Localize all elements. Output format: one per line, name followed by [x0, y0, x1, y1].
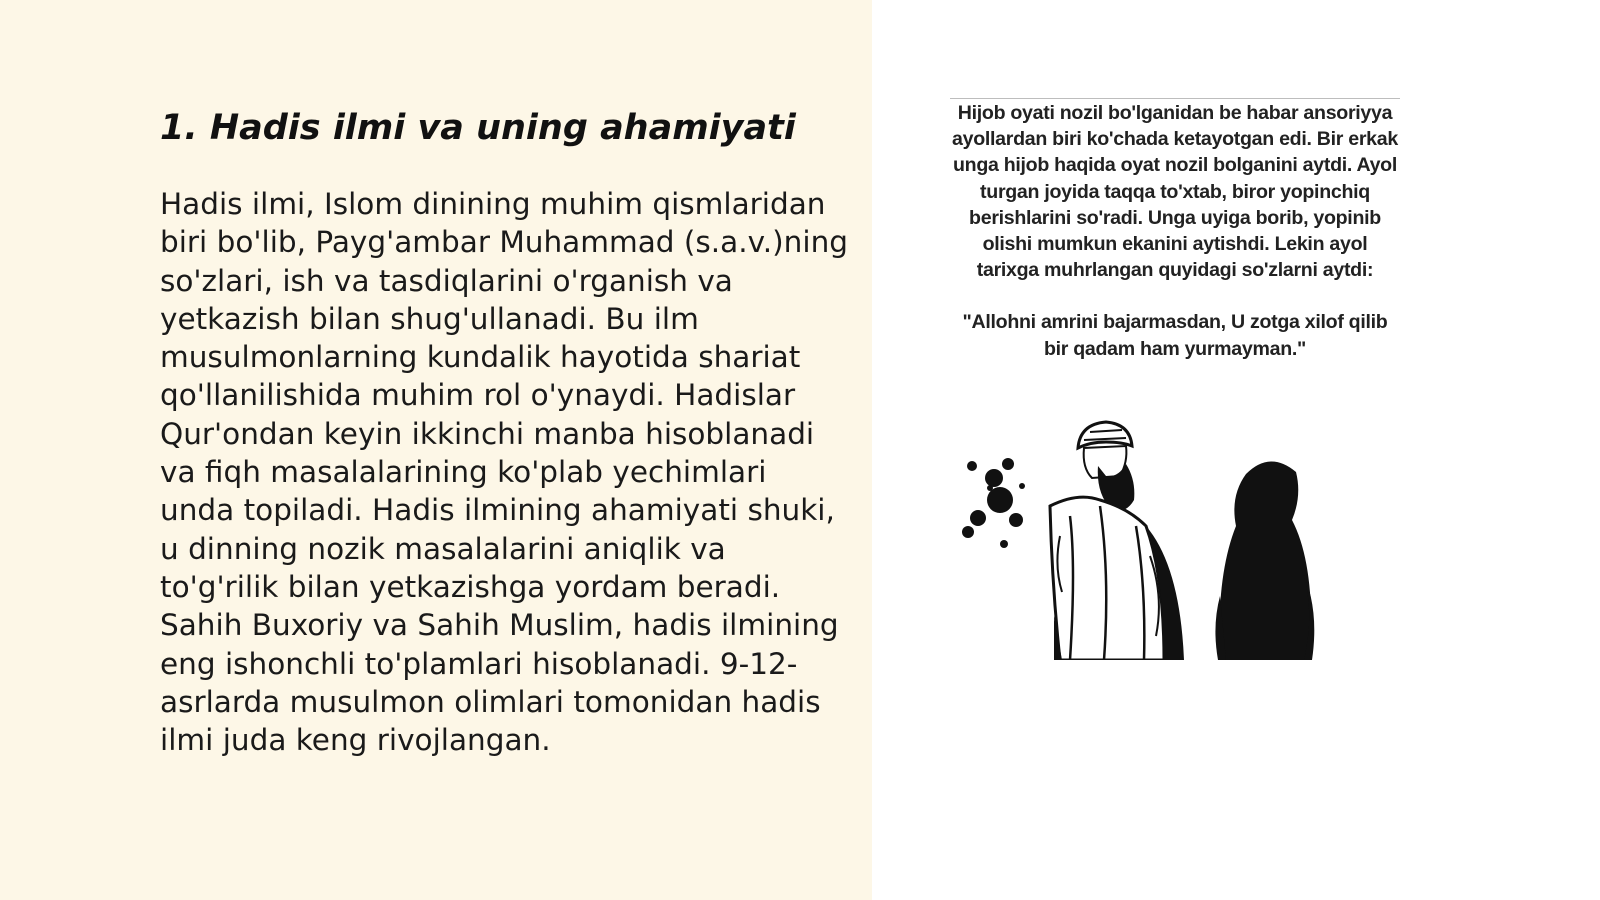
man-figure-icon	[1050, 422, 1184, 660]
ink-splatter-icon	[962, 458, 1025, 548]
image-top-rule	[950, 98, 1400, 99]
illustration-card	[950, 98, 1400, 660]
image-story-text: Hijob oyati nozil bo'lganidan be habar ansoriyya ayollardan biri ko'chada ketayotgan edi. Bir erkak unga hijob haqida oyat nozil bolganini aytdi. Ayol turgan joyida taqqa to'xtab, biror yopinchiq berishlarini so'radi. Unga uyiga borib, yopinib olishi mumkun ekanini aytishdi. Lekin ayol tarixga muhrlangan quyidagi so'zlarni aytdi:	[952, 102, 1398, 282]
slide-body-text: Hadis ilmi, Islom dinining muhim qismlaridan biri bo'lib, Payg'ambar Muhammad (s.a.v.)ning so'zlari, ish va tasdiqlarini o'rganish va yetkazish bilan shug'ullanadi. Bu ilm musulmonlarning kundalik hayotida shariat qo'llanilishida muhim rol o'ynaydi. Hadislar Qur'ondan keyin ikkinchi manba hisoblanadi va fiqh masalalarining ko'plab yechimlari unda topiladi. Hadis ilmining ahamiyati shuki, u dinning nozik masalalarini aniqlik va to'g'rilik bilan yetkazishga yordam beradi. Sahih Buxoriy va Sahih Muslim, hadis ilmining eng ishonchli to'plamlari hisoblanadi. 9-12-asrlarda musulmon olimlari tomonidan hadis ilmi juda keng rivojlangan.	[160, 187, 848, 758]
image-quote-text: "Allohni amrini bajarmasdan, U zotga xilof qilib bir qadam ham yurmayman."	[962, 311, 1388, 360]
man-and-veiled-woman-illustration	[950, 416, 1400, 660]
image-caption	[950, 100, 1400, 362]
slide-title: 1. Hadis ilmi va uning ahamiyati	[160, 108, 796, 148]
veiled-woman-figure-icon	[1215, 461, 1314, 660]
